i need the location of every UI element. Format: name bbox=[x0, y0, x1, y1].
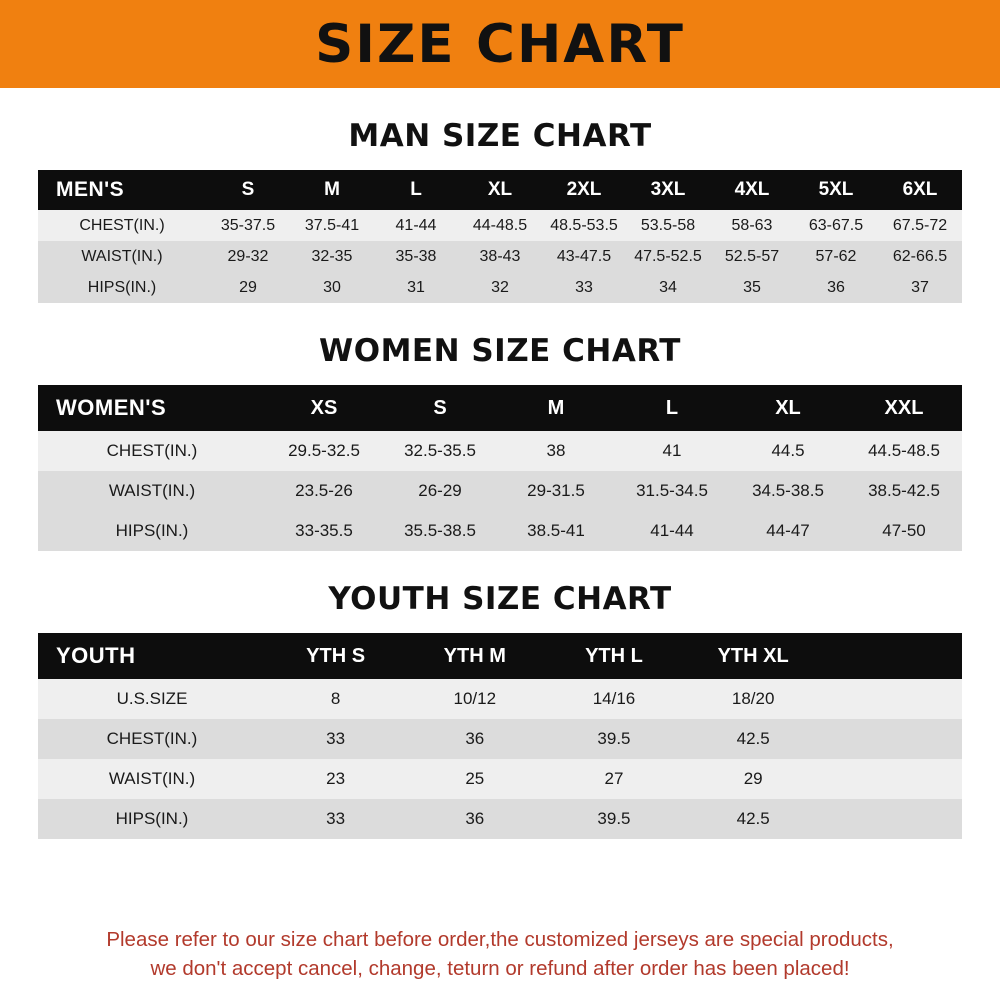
women-cell-0-4: 44.5 bbox=[730, 431, 846, 471]
youth-col-filler bbox=[823, 633, 962, 679]
youth-row-label-0: U.S.SIZE bbox=[38, 679, 266, 719]
men-cell-2-3: 32 bbox=[458, 272, 542, 303]
youth-cell-2-0: 23 bbox=[266, 759, 405, 799]
table-row bbox=[38, 679, 962, 719]
men-cell-2-2: 31 bbox=[374, 272, 458, 303]
women-cell-1-4: 34.5-38.5 bbox=[730, 471, 846, 511]
youth-row-label-1: CHEST(IN.) bbox=[38, 719, 266, 759]
women-col-4: XL bbox=[775, 396, 801, 419]
men-cell-1-4: 43-47.5 bbox=[542, 241, 626, 272]
youth-cell-0-filler bbox=[823, 679, 962, 719]
youth-cell-1-3: 42.5 bbox=[684, 719, 823, 759]
table-row bbox=[38, 431, 962, 471]
women-cell-0-1: 32.5-35.5 bbox=[382, 431, 498, 471]
men-cell-0-5: 53.5-58 bbox=[626, 210, 710, 241]
men-cell-0-6: 58-63 bbox=[710, 210, 794, 241]
table-row bbox=[38, 471, 962, 511]
table-row bbox=[38, 241, 962, 272]
women-size-section bbox=[38, 319, 962, 551]
men-cell-2-8: 37 bbox=[878, 272, 962, 303]
women-cell-2-5: 47-50 bbox=[846, 511, 962, 551]
men-cell-0-7: 63-67.5 bbox=[794, 210, 878, 241]
women-cell-0-0: 29.5-32.5 bbox=[266, 431, 382, 471]
men-cell-2-6: 35 bbox=[710, 272, 794, 303]
men-cell-1-2: 35-38 bbox=[374, 241, 458, 272]
youth-cell-0-0: 8 bbox=[266, 679, 405, 719]
youth-cell-0-2: 14/16 bbox=[544, 679, 683, 719]
table-header-row bbox=[38, 633, 962, 679]
men-cell-2-4: 33 bbox=[542, 272, 626, 303]
youth-cell-1-filler bbox=[823, 719, 962, 759]
youth-cell-3-3: 42.5 bbox=[684, 799, 823, 839]
women-cell-1-5: 38.5-42.5 bbox=[846, 471, 962, 511]
men-cell-2-7: 36 bbox=[794, 272, 878, 303]
men-size-section bbox=[38, 104, 962, 303]
men-cell-1-7: 57-62 bbox=[794, 241, 878, 272]
men-cell-0-4: 48.5-53.5 bbox=[542, 210, 626, 241]
women-row-label-2: HIPS(IN.) bbox=[38, 511, 266, 551]
youth-row-label-3: HIPS(IN.) bbox=[38, 799, 266, 839]
women-cell-2-0: 33-35.5 bbox=[266, 511, 382, 551]
table-row bbox=[38, 210, 962, 241]
youth-size-section bbox=[38, 567, 962, 839]
men-col-4: 2XL bbox=[566, 179, 602, 200]
men-cell-2-5: 34 bbox=[626, 272, 710, 303]
men-col-8: 6XL bbox=[902, 179, 938, 200]
women-cell-1-2: 29-31.5 bbox=[498, 471, 614, 511]
men-cell-0-8: 67.5-72 bbox=[878, 210, 962, 241]
youth-col-1: YTH M bbox=[443, 644, 506, 667]
table-row bbox=[38, 799, 962, 839]
youth-cell-0-1: 10/12 bbox=[405, 679, 544, 719]
youth-corner-label: YOUTH bbox=[56, 643, 136, 668]
women-cell-2-4: 44-47 bbox=[730, 511, 846, 551]
men-corner-label: MEN'S bbox=[56, 178, 125, 201]
footer-note bbox=[0, 911, 1000, 1000]
table-row bbox=[38, 272, 962, 303]
women-cell-1-1: 26-29 bbox=[382, 471, 498, 511]
men-cell-1-3: 38-43 bbox=[458, 241, 542, 272]
women-col-3: L bbox=[665, 396, 679, 419]
youth-col-0: YTH S bbox=[306, 644, 366, 667]
table-header-row bbox=[38, 385, 962, 431]
men-col-0: S bbox=[241, 179, 255, 200]
women-cell-0-5: 44.5-48.5 bbox=[846, 431, 962, 471]
men-cell-2-1: 30 bbox=[290, 272, 374, 303]
page-banner bbox=[0, 0, 1000, 88]
table-row bbox=[38, 511, 962, 551]
footer-note-line-2: we don't accept cancel, change, teturn or refund after order has been placed! bbox=[150, 957, 850, 981]
youth-cell-3-0: 33 bbox=[266, 799, 405, 839]
table-header-row bbox=[38, 170, 962, 210]
men-row-label-1: WAIST(IN.) bbox=[38, 241, 206, 272]
women-section-title: WOMEN SIZE CHART bbox=[319, 333, 681, 369]
women-row-label-1: WAIST(IN.) bbox=[38, 471, 266, 511]
women-cell-0-2: 38 bbox=[498, 431, 614, 471]
table-row bbox=[38, 759, 962, 799]
youth-cell-2-1: 25 bbox=[405, 759, 544, 799]
youth-cell-2-3: 29 bbox=[684, 759, 823, 799]
page-title: SIZE CHART bbox=[315, 13, 685, 75]
women-row-label-0: CHEST(IN.) bbox=[38, 431, 266, 471]
men-col-6: 4XL bbox=[734, 179, 770, 200]
women-cell-0-3: 41 bbox=[614, 431, 730, 471]
men-cell-1-1: 32-35 bbox=[290, 241, 374, 272]
women-col-5: XXL bbox=[884, 396, 924, 419]
men-row-label-0: CHEST(IN.) bbox=[38, 210, 206, 241]
men-size-table bbox=[38, 170, 962, 303]
women-col-1: S bbox=[433, 396, 447, 419]
women-cell-2-1: 35.5-38.5 bbox=[382, 511, 498, 551]
women-col-2: M bbox=[547, 396, 565, 419]
women-cell-2-2: 38.5-41 bbox=[498, 511, 614, 551]
men-cell-1-8: 62-66.5 bbox=[878, 241, 962, 272]
men-cell-0-0: 35-37.5 bbox=[206, 210, 290, 241]
men-col-2: L bbox=[410, 179, 422, 200]
men-col-7: 5XL bbox=[818, 179, 854, 200]
charts-container bbox=[0, 88, 1000, 911]
men-col-1: M bbox=[324, 179, 340, 200]
youth-cell-2-2: 27 bbox=[544, 759, 683, 799]
youth-section-title: YOUTH SIZE CHART bbox=[328, 581, 672, 617]
youth-cell-1-0: 33 bbox=[266, 719, 405, 759]
men-cell-0-2: 41-44 bbox=[374, 210, 458, 241]
men-cell-1-5: 47.5-52.5 bbox=[626, 241, 710, 272]
youth-cell-3-1: 36 bbox=[405, 799, 544, 839]
youth-cell-1-1: 36 bbox=[405, 719, 544, 759]
youth-cell-2-filler bbox=[823, 759, 962, 799]
men-col-5: 3XL bbox=[650, 179, 686, 200]
youth-size-table bbox=[38, 633, 962, 839]
women-cell-1-0: 23.5-26 bbox=[266, 471, 382, 511]
youth-cell-0-3: 18/20 bbox=[684, 679, 823, 719]
women-cell-1-3: 31.5-34.5 bbox=[614, 471, 730, 511]
men-cell-0-3: 44-48.5 bbox=[458, 210, 542, 241]
footer-note-line-1: Please refer to our size chart before order,the customized jerseys are special products, bbox=[106, 927, 894, 951]
table-row bbox=[38, 719, 962, 759]
men-cell-2-0: 29 bbox=[206, 272, 290, 303]
men-cell-1-0: 29-32 bbox=[206, 241, 290, 272]
men-row-label-2: HIPS(IN.) bbox=[38, 272, 206, 303]
women-col-0: XS bbox=[310, 396, 338, 419]
youth-cell-3-filler bbox=[823, 799, 962, 839]
women-corner-label: WOMEN'S bbox=[56, 395, 167, 420]
youth-cell-3-2: 39.5 bbox=[544, 799, 683, 839]
youth-cell-1-2: 39.5 bbox=[544, 719, 683, 759]
youth-col-2: YTH L bbox=[585, 644, 643, 667]
women-size-table bbox=[38, 385, 962, 551]
men-section-title: MAN SIZE CHART bbox=[348, 118, 652, 154]
men-col-3: XL bbox=[487, 179, 513, 200]
men-cell-0-1: 37.5-41 bbox=[290, 210, 374, 241]
men-cell-1-6: 52.5-57 bbox=[710, 241, 794, 272]
youth-col-3: YTH XL bbox=[717, 644, 789, 667]
women-cell-2-3: 41-44 bbox=[614, 511, 730, 551]
youth-row-label-2: WAIST(IN.) bbox=[38, 759, 266, 799]
